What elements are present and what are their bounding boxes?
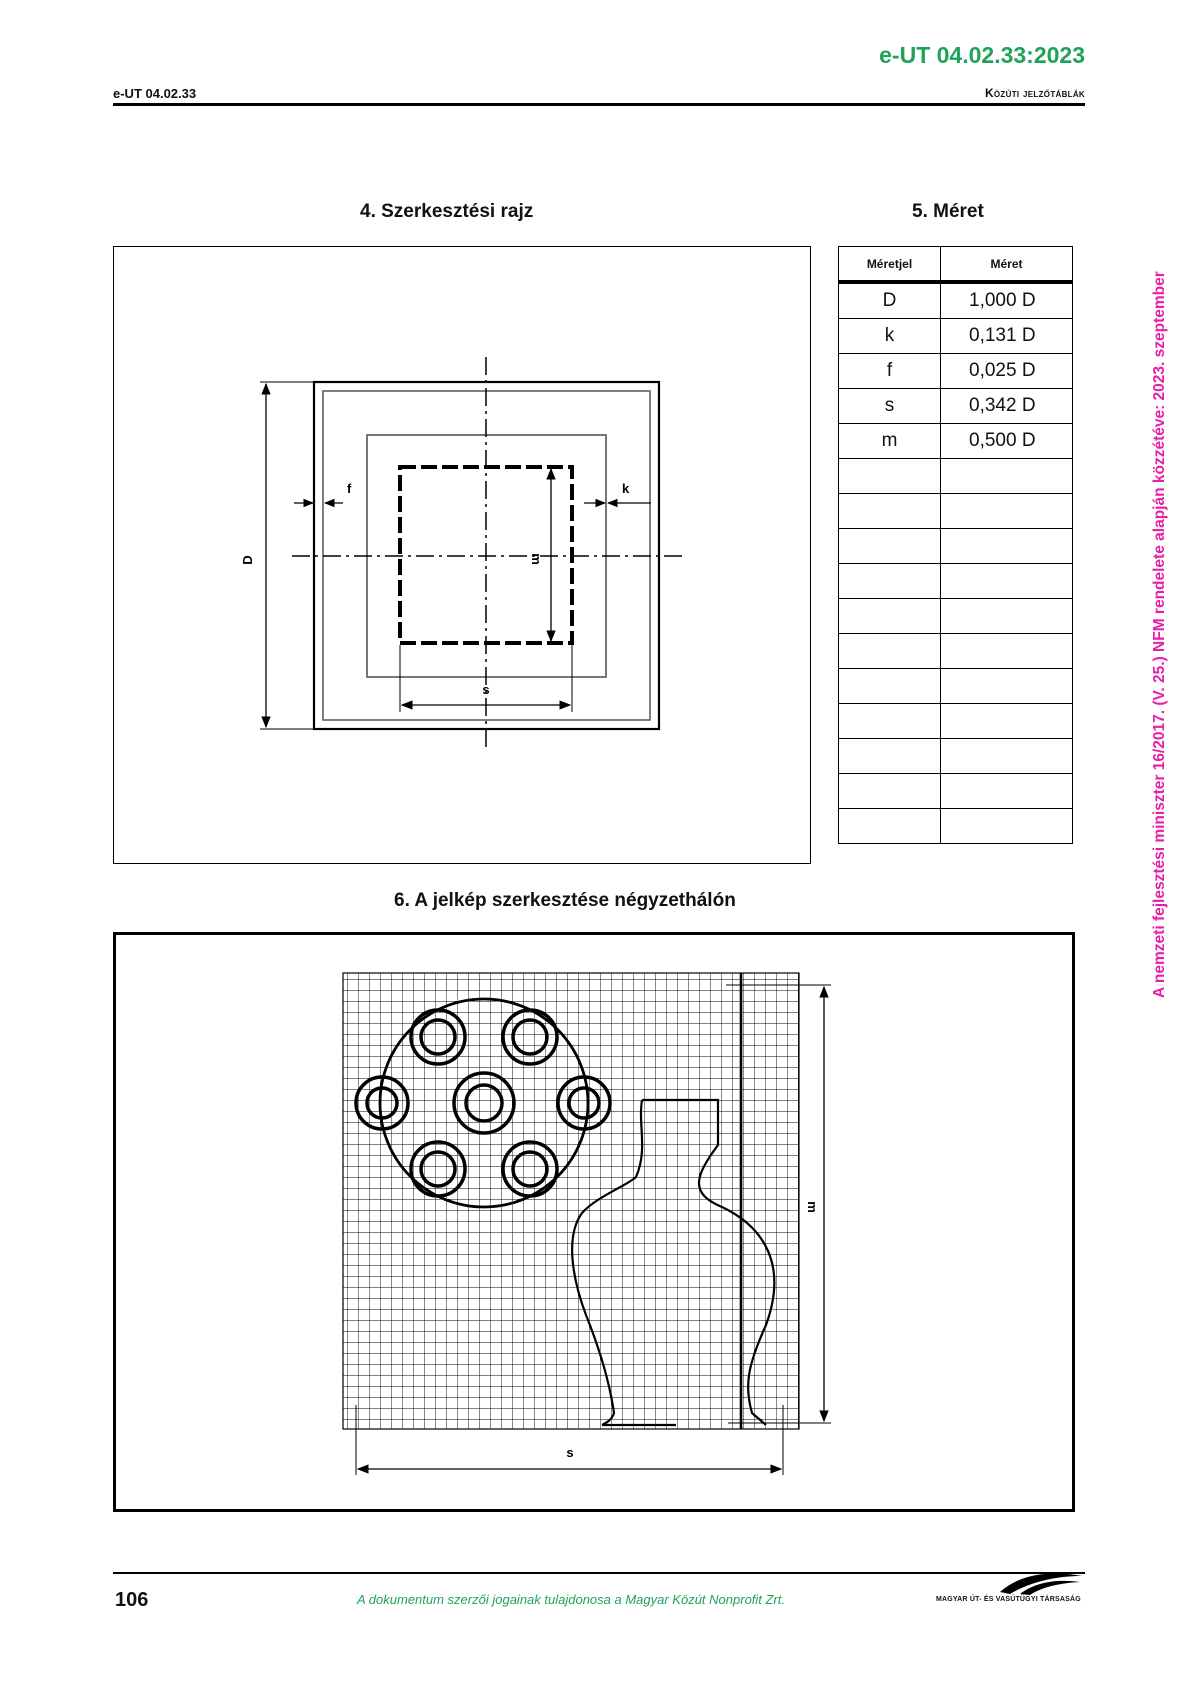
- header-right-title: Közúti jelzőtáblák: [984, 86, 1085, 100]
- grid-label-m: m: [805, 1201, 820, 1213]
- page-number: 106: [115, 1589, 149, 1611]
- cell-symbol: s: [839, 389, 941, 424]
- copyright-note: A dokumentum szerzői jogainak tulajdonosa a Magyar Közút Nonprofit Zrt.: [357, 1592, 786, 1607]
- table-row-empty: [839, 494, 1073, 529]
- label-k: k: [622, 481, 630, 496]
- table-row-empty: [839, 634, 1073, 669]
- table-row-empty: [839, 459, 1073, 494]
- col-header-symbol: Méretjel: [839, 247, 941, 283]
- table-row-empty: [839, 564, 1073, 599]
- header-rule: [113, 103, 1085, 106]
- table-row: [839, 282, 1073, 319]
- footer-rule: [113, 1572, 1085, 1574]
- header-left-code: e-UT 04.02.33: [113, 86, 197, 101]
- construction-drawing: [114, 247, 810, 863]
- cell-symbol: D: [839, 282, 941, 319]
- label-m: m: [529, 553, 544, 565]
- cell-symbol: f: [839, 354, 941, 389]
- construction-drawing-box: [113, 246, 811, 864]
- cell-size: 1,000 D: [941, 282, 1073, 319]
- grid-construction-drawing: [116, 935, 1072, 1509]
- table-row: [839, 319, 1073, 354]
- size-table-header: [839, 247, 1073, 283]
- table-row-empty: [839, 704, 1073, 739]
- document-code: e-UT 04.02.33:2023: [879, 42, 1085, 68]
- table-row-empty: [839, 774, 1073, 809]
- road-logo-icon: [990, 1570, 1085, 1596]
- table-row-empty: [839, 669, 1073, 704]
- label-f: f: [347, 481, 352, 496]
- publisher-logo-text: MAGYAR ÚT- ÉS VASÚTÜGYI TÁRSASÁG: [936, 1596, 1081, 1603]
- cell-size: 0,500 D: [941, 424, 1073, 459]
- table-row: [839, 389, 1073, 424]
- label-D: D: [240, 555, 255, 565]
- table-row: [839, 354, 1073, 389]
- publisher-logo: [990, 1570, 1085, 1596]
- table-row-empty: [839, 599, 1073, 634]
- section6-title: 6. A jelkép szerkesztése négyzethálón: [394, 890, 736, 911]
- table-row: [839, 424, 1073, 459]
- section4-title: 4. Szerkesztési rajz: [360, 201, 534, 222]
- cell-size: 0,342 D: [941, 389, 1073, 424]
- col-header-size: Méret: [941, 247, 1073, 283]
- cell-size: 0,025 D: [941, 354, 1073, 389]
- cell-symbol: m: [839, 424, 941, 459]
- cell-symbol: k: [839, 319, 941, 354]
- size-table: [838, 246, 1073, 844]
- grid-construction-box: [113, 932, 1075, 1512]
- grid-label-s: s: [566, 1445, 574, 1460]
- cell-size: 0,131 D: [941, 319, 1073, 354]
- table-row-empty: [839, 739, 1073, 774]
- table-row-empty: [839, 809, 1073, 844]
- table-row-empty: [839, 529, 1073, 564]
- section5-title: 5. Méret: [912, 201, 984, 222]
- label-s: s: [482, 682, 490, 697]
- side-publication-note: A nemzeti fejlesztési miniszter 16/2017. (V. 25.) NFM rendelete alapján közzétéve: 2023. szeptember: [1151, 271, 1168, 999]
